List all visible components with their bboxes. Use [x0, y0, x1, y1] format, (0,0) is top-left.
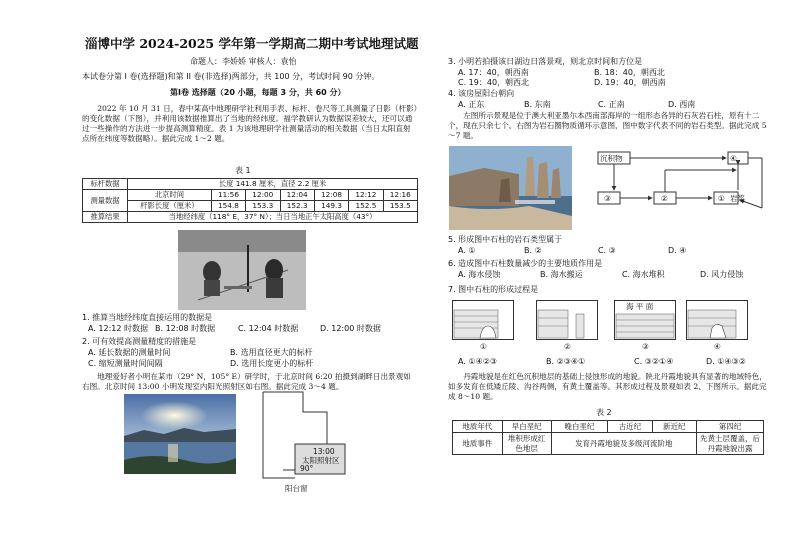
- q1-option-b[interactable]: B. 12:08 时数据: [155, 324, 216, 333]
- magma-label: 岩浆: [730, 194, 745, 203]
- table2-header: 早白垩纪: [502, 421, 551, 433]
- table2-caption: 表 2: [596, 408, 612, 417]
- q1-option-d[interactable]: D. 12:00 时数据: [320, 324, 381, 333]
- table2-cell: 发育丹霞地貌及多级河流阶地: [551, 433, 696, 455]
- table1-cell: 12:12: [349, 190, 383, 201]
- section-title: 第Ⅰ卷 选择题（20 小题，每题 3 分，共 60 分）: [170, 88, 346, 97]
- panel-label-3: ③: [642, 342, 649, 351]
- q3-option-a[interactable]: A. 17：40，朝西南: [458, 68, 529, 77]
- room-sunlight-diagram: [255, 386, 375, 494]
- process-panel-2: [536, 300, 598, 340]
- q4-option-a[interactable]: A. 正东: [458, 100, 485, 109]
- table1-cell: 153.5: [383, 201, 417, 212]
- shadow-measurement-photo: [178, 230, 306, 310]
- table2-header: 第四纪: [697, 421, 764, 433]
- room-time: 13:00: [313, 447, 335, 456]
- q5-option-d[interactable]: D. ④: [668, 246, 687, 255]
- intro-q3-4: 地理爱好者小明在某市（29° N，105° E）研学时，于北京时间 6:20 拍摄到湖畔日出景观如右图。北京时间 13:00 小明发现室内阳光照射区如右图。据此完成 3～4 题。: [82, 372, 411, 392]
- rock-type-2: ②: [661, 194, 668, 203]
- rock-type-4: ④: [730, 154, 737, 163]
- q5-stem: 5. 形成图中石柱的岩石类型属于: [448, 235, 563, 244]
- q6-option-c[interactable]: C. 海水堆积: [622, 270, 665, 279]
- table1-cell: 152.5: [349, 201, 383, 212]
- q3-option-d[interactable]: D. 19：40，朝西南: [594, 78, 666, 87]
- table1-cell: 154.8: [211, 201, 245, 212]
- intro-q1-2: 2022 年 10 月 31 日，春中某高中地理研学社利用手表、标杆、卷尺等工具测量了日影（杆影）的变化数据（下图），并利用该数据推算出了当地的经纬度。福学教研认为数据误差较大，还可以通过一些操作的方法进一步提高测算精度。表 1 为该地理研学社测量活动的相关数据（当日太阳直射点所在纬度等数据略）。据此完成 1～2 题。: [82, 104, 418, 144]
- q6-stem: 6. 造成图中石柱数量减少的主要地质作用是: [448, 259, 603, 268]
- table2: [452, 420, 764, 455]
- balcony-window-label: 阳台窗: [285, 484, 308, 493]
- table1-cell: 12:08: [314, 190, 348, 201]
- q5-option-c[interactable]: C. ③: [598, 246, 616, 255]
- table2-header: 古近纪: [608, 421, 652, 433]
- table1-cell: 当地经纬度（118° E，37° N）；当日当地正午太阳高度（43°）: [128, 212, 418, 223]
- q5-option-b[interactable]: B. ②: [524, 246, 542, 255]
- sea-level-label: 海 平 面: [626, 302, 654, 311]
- sunlit-area-label: 太阳照射区: [302, 456, 340, 465]
- panel-label-4: ④: [714, 342, 721, 351]
- table1-cell: 11:56: [211, 190, 245, 201]
- q6-option-d[interactable]: D. 风力侵蚀: [700, 270, 744, 279]
- table1-cell: 12:04: [280, 190, 314, 201]
- process-panel-1: [452, 300, 514, 340]
- q6-option-b[interactable]: B. 海水搬运: [540, 270, 583, 279]
- table2-header: 新近纪: [652, 421, 696, 433]
- authors-line: 命题人：李娇娇 审核人：袁怡: [190, 57, 297, 66]
- table1-cell: 北京时间: [128, 190, 212, 201]
- q4-option-d[interactable]: D. 西南: [668, 100, 696, 109]
- exam-note: 本试卷分第 I 卷(选择题)和第 II 卷(非选择)两部分，共 100 分，考试时间 90 分钟。: [82, 72, 380, 81]
- lake-sunrise-photo: [124, 394, 236, 474]
- table2-header: 地质年代: [453, 421, 503, 433]
- q7-option-d[interactable]: D. ①④③②: [706, 357, 746, 366]
- panel-label-2: ②: [564, 342, 571, 351]
- q1-stem: 1. 推算当地经纬度直接运用的数据是: [82, 313, 213, 322]
- q4-option-c[interactable]: C. 正南: [598, 100, 625, 109]
- q2-option-c[interactable]: C. 缩短测量时间间隔: [88, 359, 163, 368]
- rock-type-1: ①: [718, 194, 725, 203]
- q2-stem: 2. 可有效提高测量精度的措施是: [82, 337, 197, 346]
- table2-cell: 地质事件: [453, 433, 503, 455]
- q2-option-b[interactable]: B. 选用直径更大的标杆: [230, 348, 313, 357]
- table1-cell: 标杆数据: [83, 179, 128, 190]
- sediment-label: 沉积物: [600, 154, 623, 163]
- q5-option-a[interactable]: A. ①: [458, 246, 476, 255]
- q7-option-c[interactable]: C. ③②①④: [634, 357, 674, 366]
- table1-cell: 长度 141.8 厘米，直径 2.2 厘米: [128, 179, 418, 190]
- room-angle: 90°: [300, 464, 314, 473]
- table1: [82, 178, 418, 223]
- q3-option-c[interactable]: C. 19：40，朝西北: [458, 78, 530, 87]
- sea-stacks-photo: [449, 146, 572, 230]
- q7-stem: 7. 图中石柱的形成过程是: [448, 285, 539, 294]
- q6-option-a[interactable]: A. 海水侵蚀: [458, 270, 501, 279]
- q3-option-b[interactable]: B. 18：40，朝西北: [594, 68, 665, 77]
- q3-stem: 3. 小明若拍摄该日湖边日落景观，则北京时间和方位是: [448, 57, 643, 66]
- q2-option-a[interactable]: A. 延长数据的测量时间: [88, 348, 171, 357]
- q1-option-c[interactable]: C. 12:04 时数据: [238, 324, 299, 333]
- intro-q8-10: 丹霞地貌是在红色沉积地层的基础上侵蚀形成的地貌。陕北丹霞地貌具有显著的地域特色，如多发育在低矮丘陵、沟谷两侧，有黄土覆盖等。其形成过程及景观如表 2、下图所示。据此完成 8～10 题。: [448, 372, 767, 402]
- table1-cell: 153.3: [246, 201, 280, 212]
- q1-option-a[interactable]: A. 12:12 时数据: [88, 324, 149, 333]
- process-panel-4: [686, 300, 748, 340]
- table1-cell: 杆影长度（厘米）: [128, 201, 212, 212]
- q2-option-d[interactable]: D. 选用长度更小的标杆: [230, 359, 314, 368]
- intro-q5-7: 左图所示景观是位于澳大利亚墨尔本西南部海岸的一组形态各异的石灰岩石柱，原有十二个，现在只余七个。右图为岩石圈物质循环示意图，图中数字代表不同的岩石类型。据此完成 5～7 题。: [448, 111, 767, 141]
- table2-cell: 先黄土层覆盖，后丹霞地貌出露: [697, 433, 764, 455]
- table1-cell: 12:16: [383, 190, 417, 201]
- rock-type-3: ③: [604, 194, 611, 203]
- table2-header: 晚白垩纪: [551, 421, 608, 433]
- table1-cell: 推算结果: [83, 212, 128, 223]
- table2-cell: 堆积形成红色地层: [502, 433, 551, 455]
- q7-option-b[interactable]: B. ②③④①: [546, 357, 586, 366]
- table1-cell: 149.3: [314, 201, 348, 212]
- table1-cell: 152.3: [280, 201, 314, 212]
- q7-option-a[interactable]: A. ①④②③: [458, 357, 498, 366]
- q4-option-b[interactable]: B. 东南: [524, 100, 551, 109]
- exam-title: 淄博中学 2024-2025 学年第一学期高二期中考试地理试题: [85, 36, 419, 51]
- table1-cell: 测量数据: [83, 190, 128, 212]
- table1-cell: 12:00: [246, 190, 280, 201]
- table1-caption: 表 1: [235, 166, 251, 175]
- q4-stem: 4. 该房屋阳台朝向: [448, 89, 515, 98]
- panel-label-1: ①: [480, 342, 487, 351]
